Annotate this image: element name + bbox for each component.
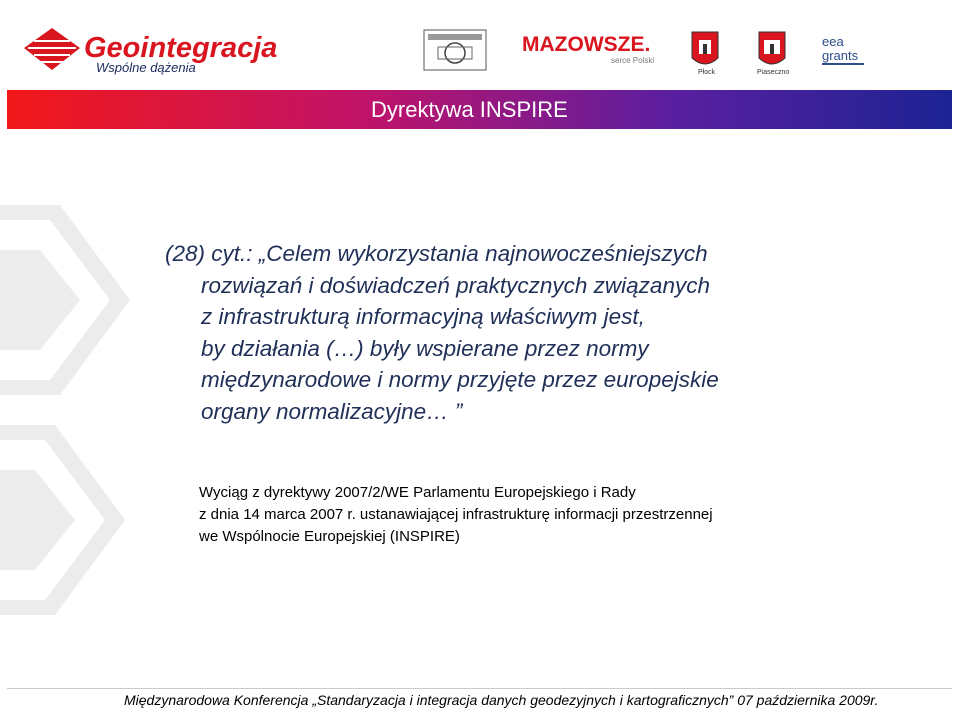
quote-line: międzynarodowe i normy przyjęte przez europejskie (201, 367, 719, 392)
eea-logo-text: eea (822, 34, 844, 49)
footer-divider (7, 688, 952, 689)
piaseczno-crest-label: Piaseczno (757, 69, 790, 76)
mazowsze-logo-subtitle: serce Polski (611, 56, 655, 65)
quote-line: rozwiązań i doświadczeń praktycznych związanych (201, 272, 710, 298)
plock-crest-label: Płock (698, 69, 716, 76)
quote-line: (28) cyt.: „Celem wykorzystania najnowocześniejszych (165, 241, 708, 266)
quote-line: organy normalizacyjne… ” (201, 398, 463, 424)
quote-line: z infrastrukturą informacyjną właściwym jest, (201, 304, 645, 329)
footer-text: Międzynarodowa Konferencja „Standaryzacja i integracja danych geodezyjnych i kartograficznych” 07 października 2009r. (124, 692, 879, 708)
slide-title: Dyrektywa INSPIRE (371, 97, 568, 122)
source-line: Wyciąg z dyrektywy 2007/2/WE Parlamentu Europejskiego i Rady (199, 484, 636, 501)
header-logos (0, 0, 960, 88)
geointegracja-logo-text: Geointegracja (84, 32, 278, 64)
grants-logo-text: grants (822, 48, 859, 63)
geointegracja-logo-icon (24, 28, 80, 70)
source-line: z dnia 14 marca 2007 r. ustanawiającej infrastrukturę informacji przestrzennej (199, 506, 713, 523)
quote-line: by działania (…) były wspierane przez normy (201, 335, 649, 361)
mazowsze-logo-text: MAZOWSZE. (522, 33, 651, 56)
geointegracja-tagline: Wspólne dążenia (96, 60, 196, 75)
plock-crest-icon (692, 32, 718, 64)
eea-grants-underline-icon (822, 63, 864, 65)
piaseczno-crest-icon (759, 32, 785, 64)
source-line: we Wspólnocie Europejskiej (INSPIRE) (199, 528, 460, 545)
source-citation (199, 482, 713, 548)
quote-block (165, 238, 885, 427)
ministry-logo-icon (424, 30, 486, 70)
